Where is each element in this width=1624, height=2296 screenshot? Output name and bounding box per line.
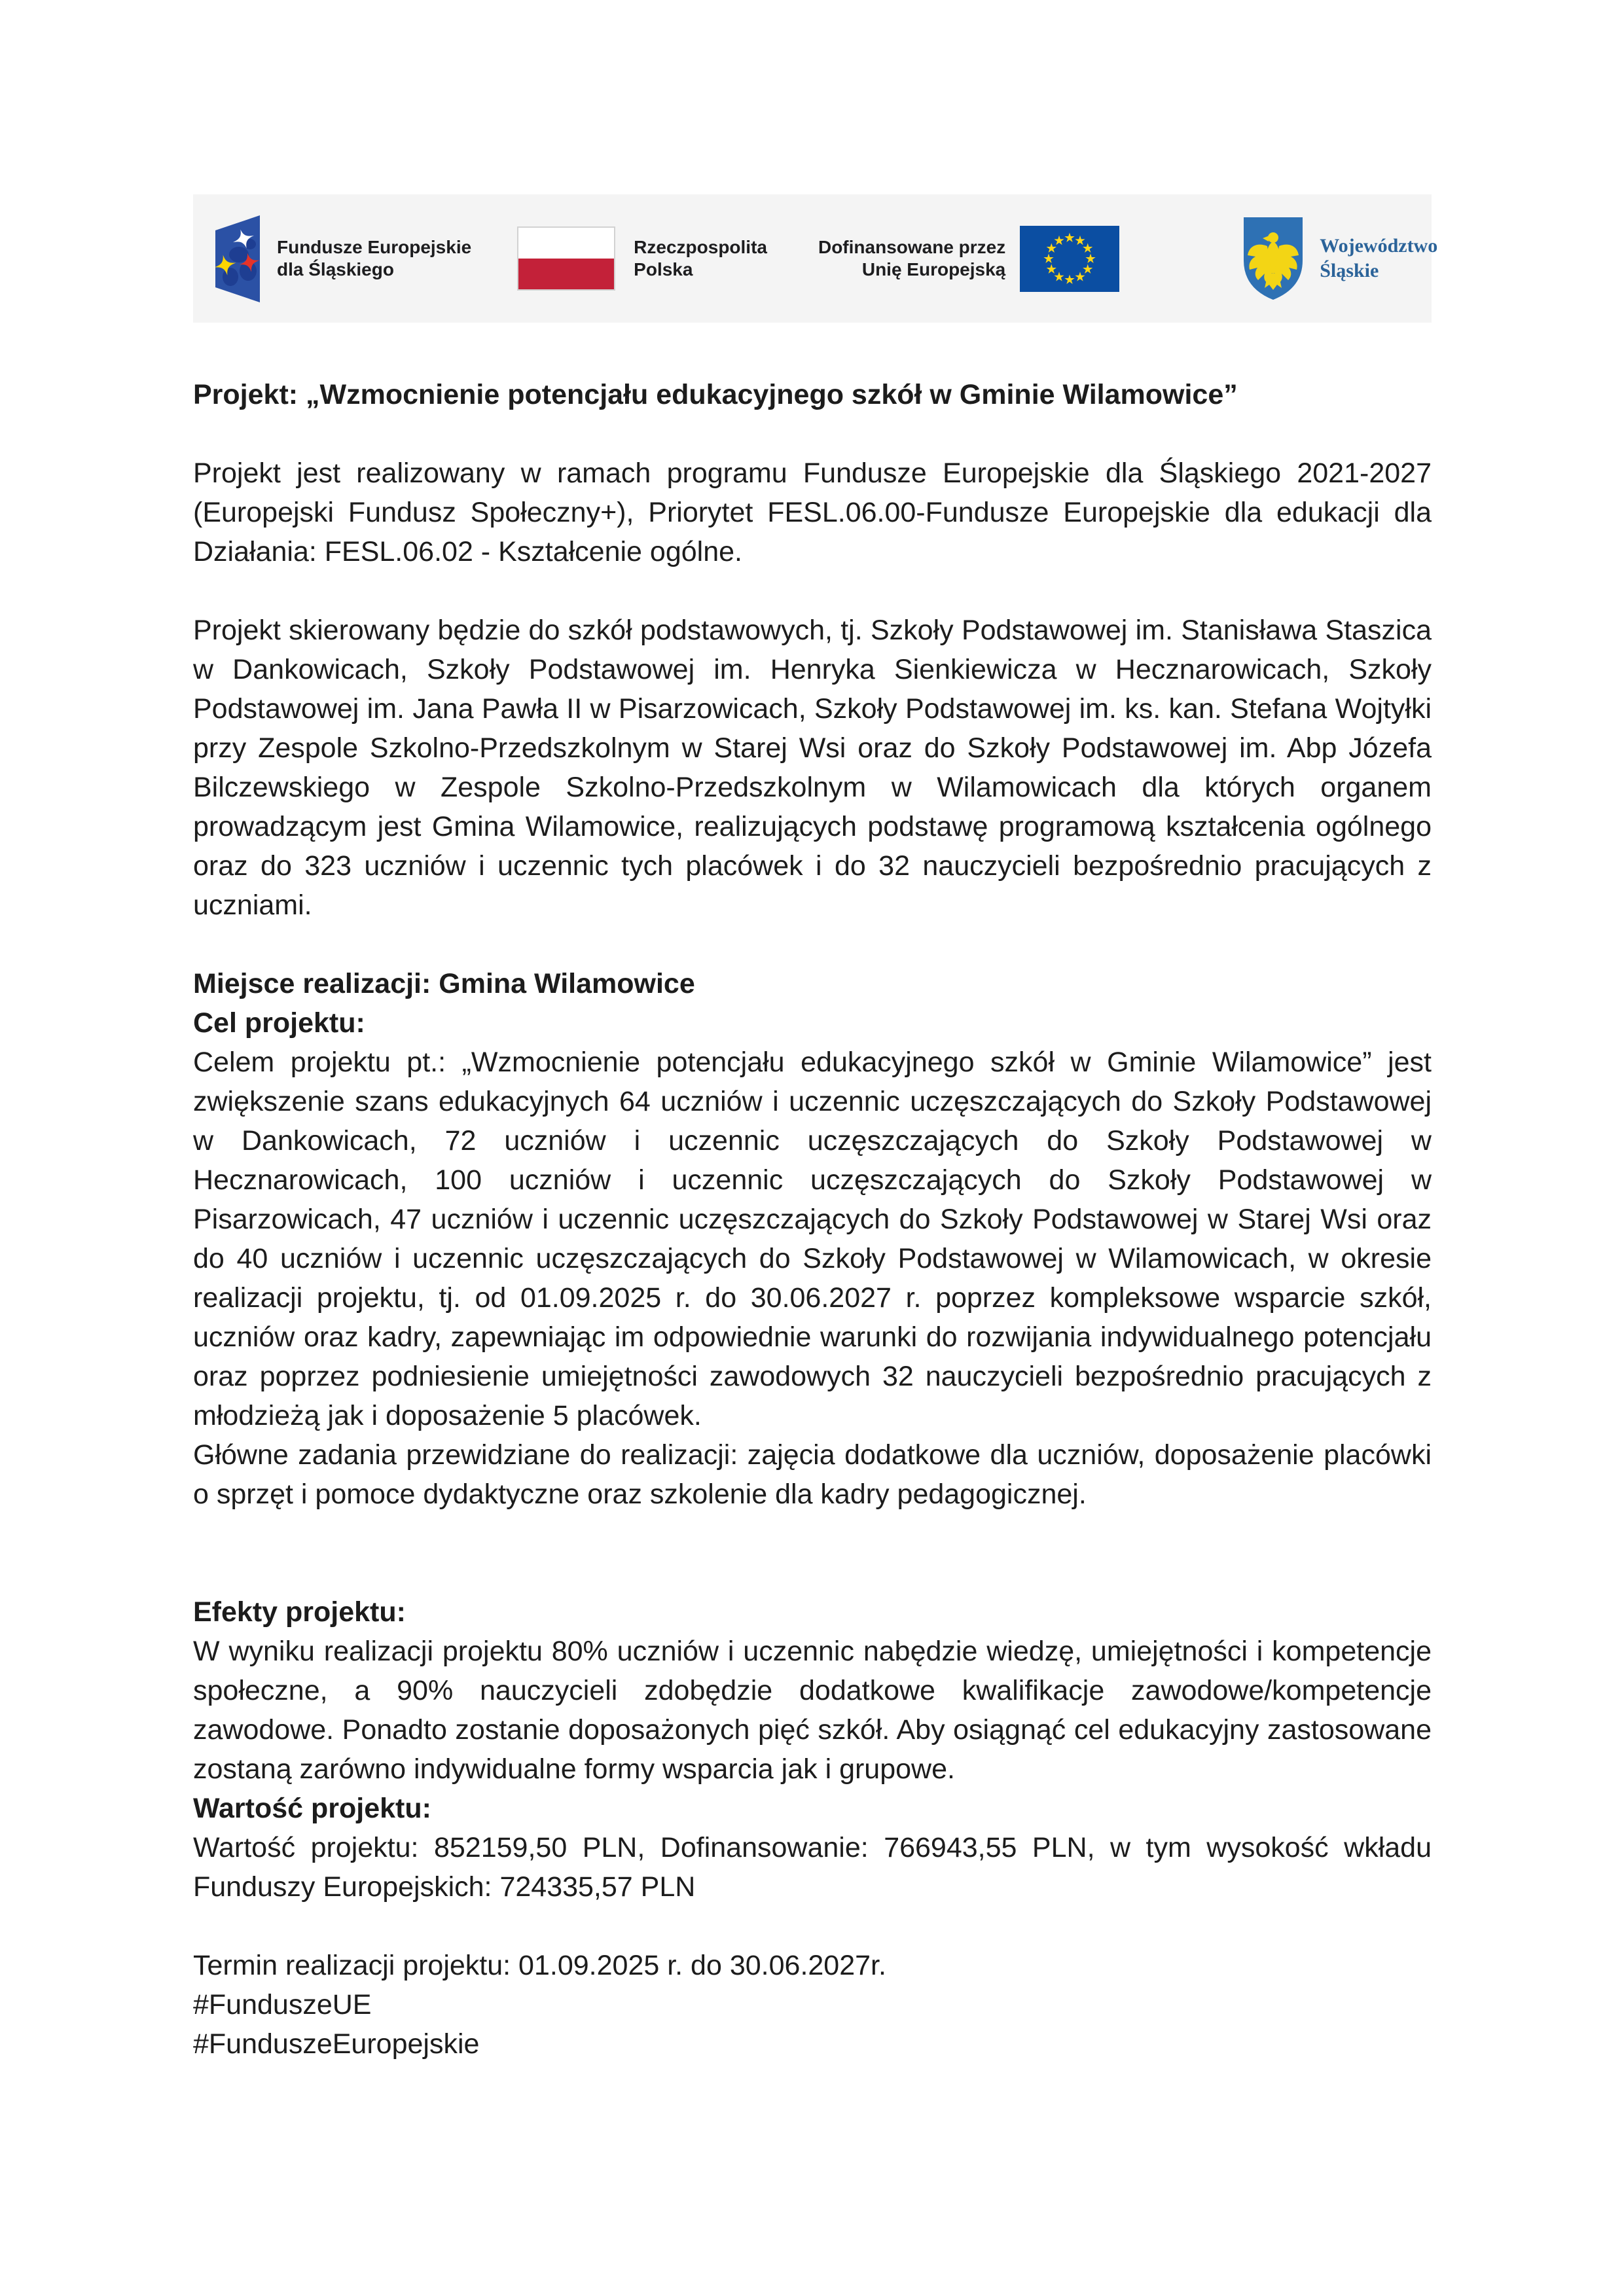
silesia-logo-line1: Województwo xyxy=(1320,235,1438,257)
silesia-coat-of-arms-icon xyxy=(1242,216,1304,301)
poland-flag-icon xyxy=(517,226,615,291)
paragraph-program: Projekt jest realizowany w ramach programu Fundusze Europejskie dla Śląskiego 2021-2027 (Europejski Fundusz Społeczny+), Priorytet FESL.06.00-Fundusze Europejskie dla edukacji dla Działania: FESL.06.02 - Kształcenie ogólne. xyxy=(193,457,1432,567)
project-title: Projekt: „Wzmocnienie potencjału edukacyjnego szkół w Gminie Wilamowice” xyxy=(193,379,1238,410)
paragraph-effects: W wyniku realizacji projektu 80% uczniów i uczennic nabędzie wiedzę, umiejętności i kompetencje społeczne, a 90% nauczycieli zdobędzie dodatkowe kwalifikacje zawodowe/kompetencje zawodowe. Ponadto zostanie doposażonych pięć szkół. Aby osiągnąć cel edukacyjny zastosowane zostaną zarówno indywidualne formy wsparcia jak i grupowe. xyxy=(193,1636,1432,1785)
eu-funds-flag-icon xyxy=(215,215,260,302)
paragraph-goal: Celem projektu pt.: „Wzmocnienie potencjału edukacyjnego szkół w Gminie Wilamowice” jest zwiększenie szans edukacyjnych 64 uczniów i uczennic uczęszczających do Szkoły Podstawowej w Dankowicach, 72 uczniów i uczennic uczęszczających do Szkoły Podstawowej w Hecznarowicach, 100 uczniów i uczennic uczęszczających do Szkoły Podstawowej w Pisarzowicach, 47 uczniów i uczennic uczęszczających do Szkoły Podstawowej w Starej Wsi oraz do 40 uczniów i uczennic uczęszczających do Szkoły Podstawowej w Wilamowicach, w okresie realizacji projektu, tj. od 01.09.2025 r. do 30.06.2027 r. poprzez kompleksowe wsparcie szkół, uczniów oraz kadry, zapewniając im odpowiednie warunki do rozwijania indywidualnego potencjału oraz poprzez podniesienie umiejętności zawodowych 32 nauczycieli bezpośrednio pracujących z młodzieżą jak i doposażenie 5 placówek. xyxy=(193,1047,1432,1431)
eu-cofunding-logo-group xyxy=(818,226,1119,292)
eu-cofunding-text xyxy=(818,236,1005,281)
paragraph-value: Wartość projektu: 852159,50 PLN, Dofinansowanie: 766943,55 PLN, w tym wysokość wkładu Funduszy Europejskich: 724335,57 PLN xyxy=(193,1832,1432,1903)
poland-flag-red-stripe xyxy=(518,259,614,289)
silesia-logo-text xyxy=(1320,234,1437,283)
poland-logo-text xyxy=(634,236,767,281)
poland-logo-group xyxy=(517,226,767,291)
eu-funds-logo-group xyxy=(215,215,471,302)
hashtag-fundusze-ue: #FunduszeUE xyxy=(193,1989,372,2020)
paragraph-timeline: Termin realizacji projektu: 01.09.2025 r. do 30.06.2027r. xyxy=(193,1950,886,1981)
paragraph-schools: Projekt skierowany będzie do szkół podstawowych, tj. Szkoły Podstawowej im. Stanisława Staszica w Dankowicach, Szkoły Podstawowej im. Henryka Sienkiewicza w Hecznarowicach, Szkoły Podstawowej im. Jana Pawła II w Pisarzowicach, Szkoły Podstawowej im. ks. kan. Stefana Wojtyłki przy Zespole Szkolno-Przedszkolnym w Starej Wsi oraz do Szkoły Podstawowej im. Abp Józefa Bilczewskiego w Zespole Szkolno-Przedszkolnym w Wilamowicach dla których organem prowadzącym jest Gmina Wilamowice, realizujących podstawę programową kształcenia ogólnego oraz do 323 uczniów i uczennic tych placówek i do 32 nauczycieli bezpośrednio pracujących z uczniami. xyxy=(193,615,1432,921)
eu-funds-logo-line1: Fundusze Europejskie xyxy=(277,237,472,257)
document-content xyxy=(193,323,1432,2064)
heading-location: Miejsce realizacji: Gmina Wilamowice xyxy=(193,968,695,999)
eu-cofunding-line2: Unię Europejską xyxy=(861,259,1006,279)
paragraph-tasks: Główne zadania przewidziane do realizacji: zajęcia dodatkowe dla uczniów, doposażenie placówki o sprzęt i pomoce dydaktyczne oraz szkolenie dla kadry pedagogicznej. xyxy=(193,1439,1432,1510)
poland-logo-line1: Rzeczpospolita xyxy=(634,237,767,257)
silesia-logo-group xyxy=(1242,216,1437,301)
funding-logos-band xyxy=(193,194,1438,323)
heading-effects: Efekty projektu: xyxy=(193,1596,406,1628)
silesia-logo-line2: Śląskie xyxy=(1320,260,1379,281)
hashtag-fundusze-europejskie: #FunduszeEuropejskie xyxy=(193,2028,480,2060)
eu-funds-logo-line2: dla Śląskiego xyxy=(277,259,394,279)
heading-goal: Cel projektu: xyxy=(193,1007,365,1039)
eu-flag-icon xyxy=(1020,226,1119,292)
heading-value: Wartość projektu: xyxy=(193,1793,431,1824)
poland-logo-line2: Polska xyxy=(634,259,693,279)
eu-funds-logo-text xyxy=(277,236,471,281)
eu-cofunding-line1: Dofinansowane przez xyxy=(818,237,1006,257)
